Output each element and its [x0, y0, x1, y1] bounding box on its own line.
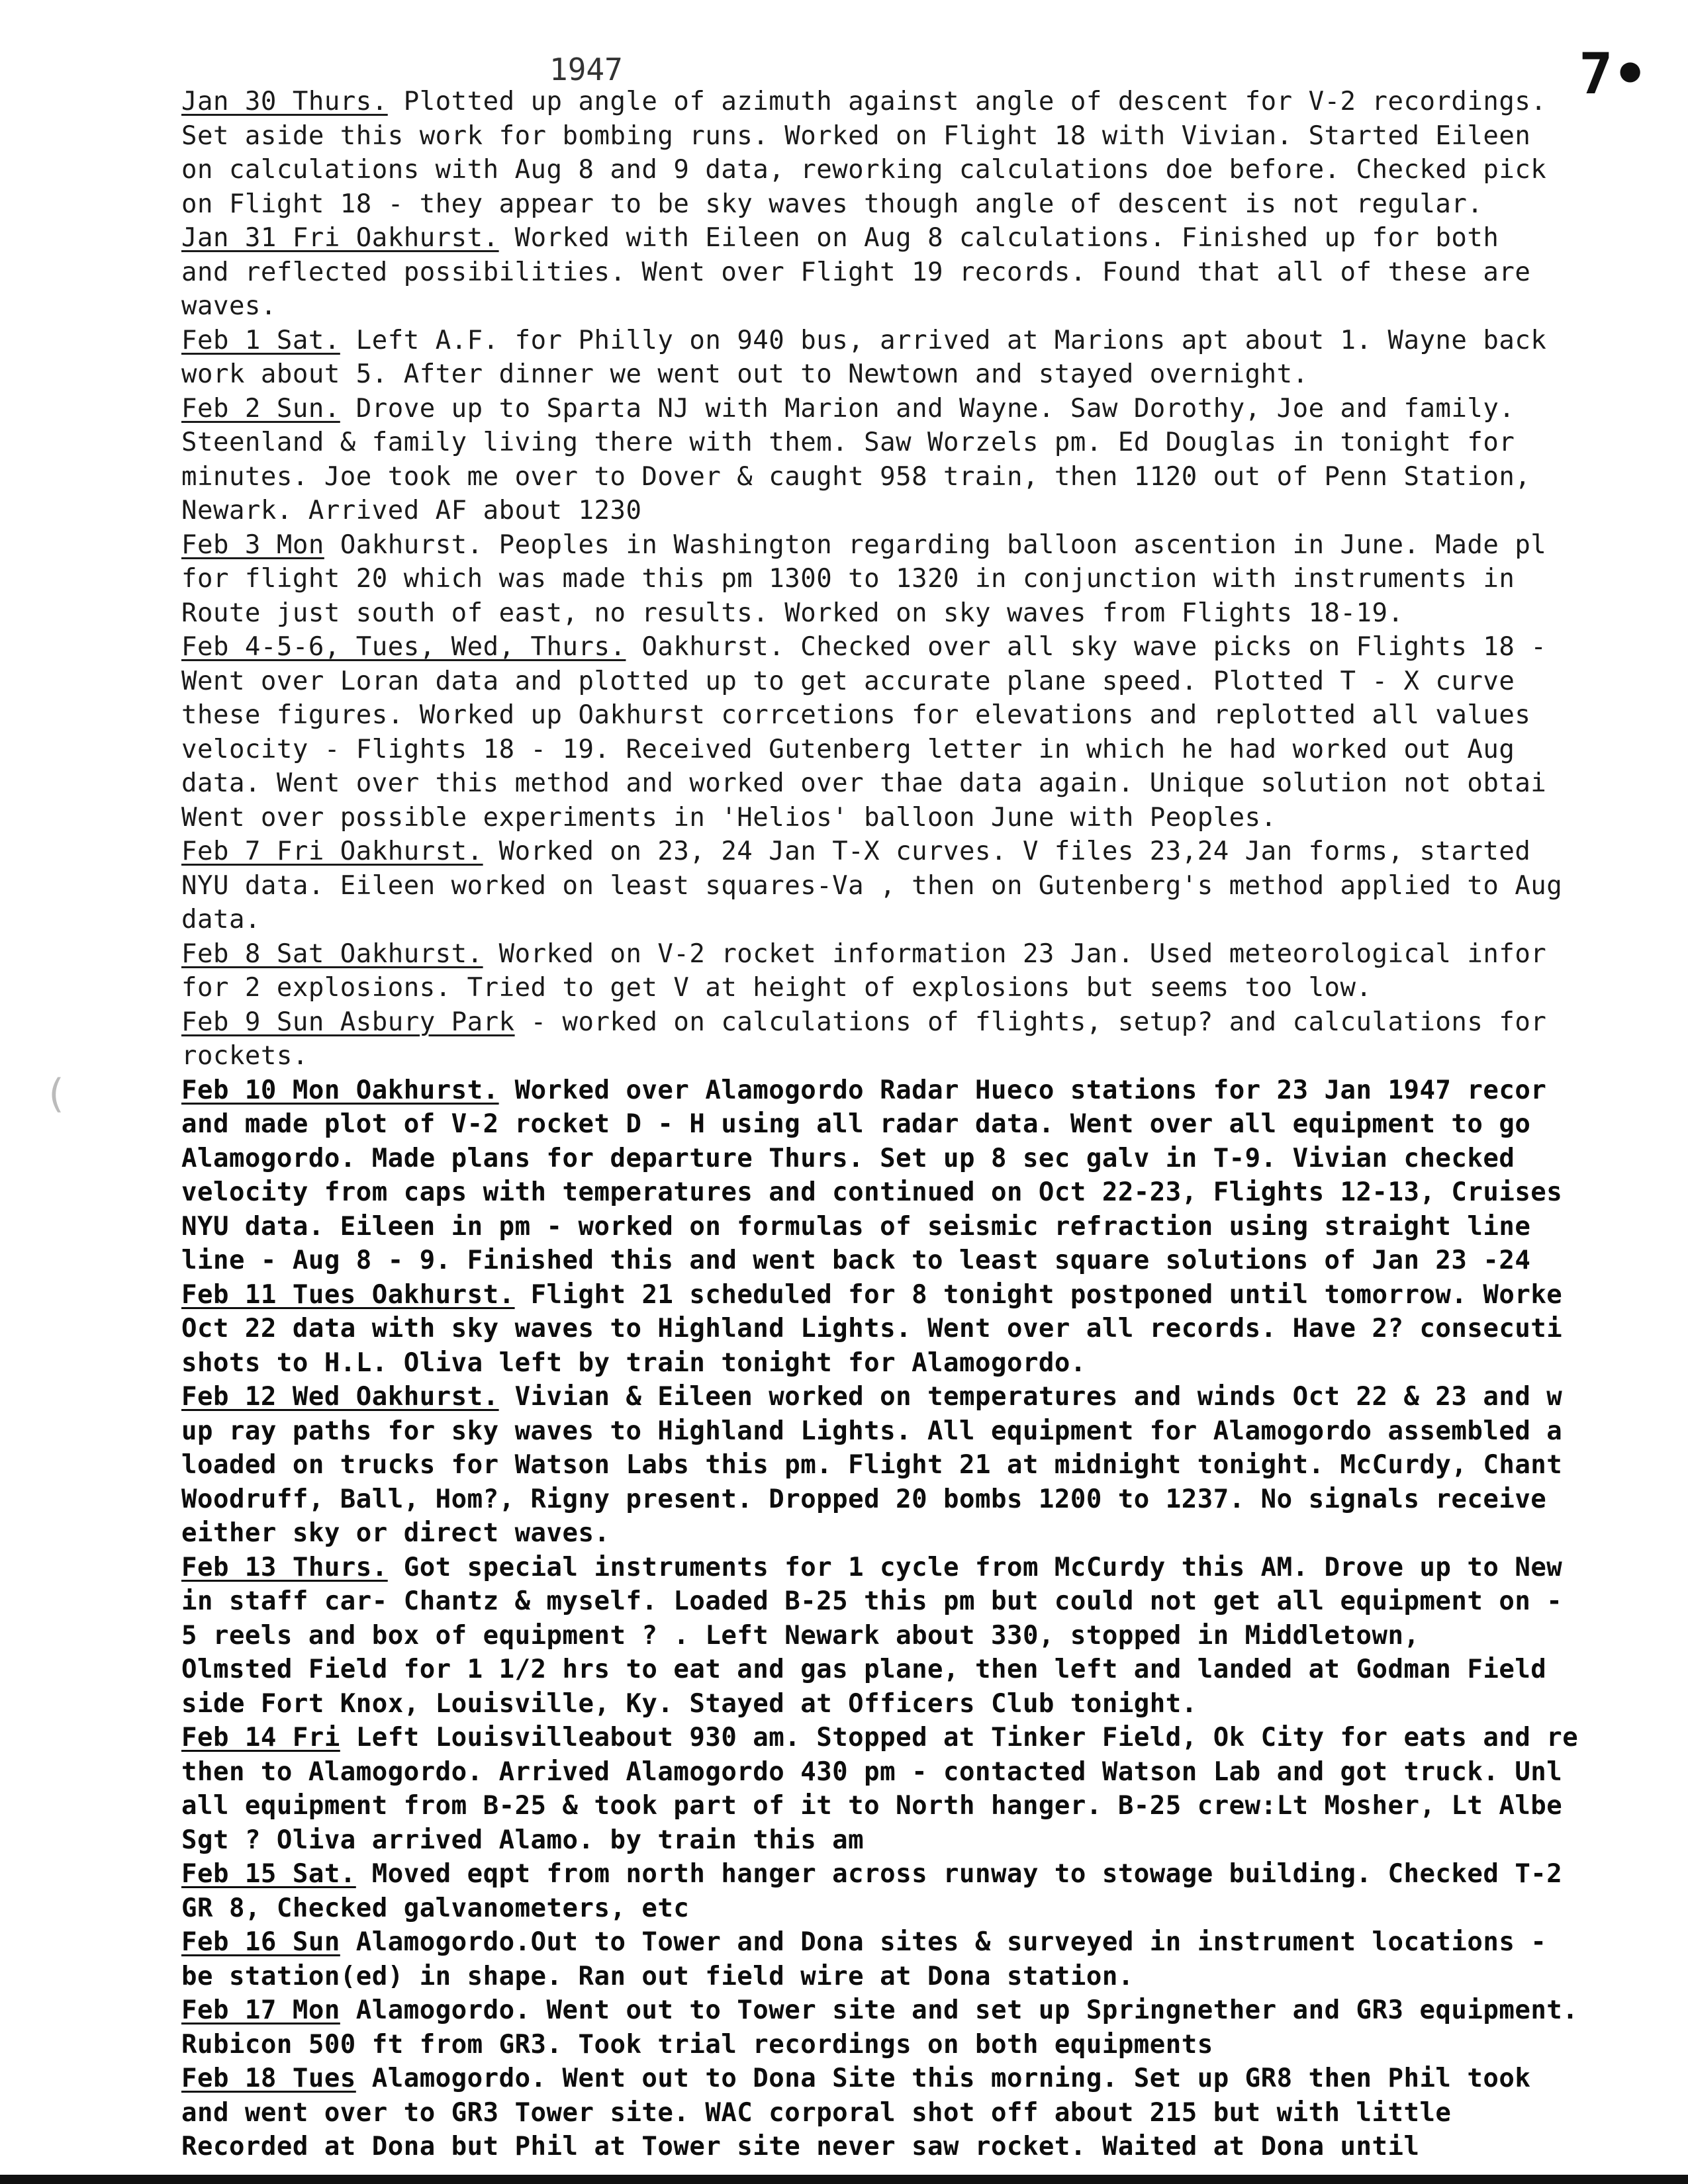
journal-entry [181, 835, 1658, 937]
journal-entry [181, 1551, 1658, 1721]
entry-text: Plotted up angle of azimuth against angle of descent for V-2 recordings. [403, 87, 1547, 116]
entry-text: Woodruff, Ball, Hom?, Rigny present. Dropped 20 bombs 1200 to 1237. No signals receive [181, 1484, 1547, 1514]
entry-text: then to Alamogordo. Arrived Alamogordo 430 pm - contacted Watson Lab and got truck. Unl [181, 1756, 1563, 1787]
entry-line [181, 1312, 1658, 1346]
entry-text: data. Went over this method and worked over thae data again. Unique solution not obtai [181, 768, 1547, 798]
journal-entry [181, 1073, 1658, 1278]
entry-line [181, 2028, 1658, 2062]
entry-line [181, 1687, 1658, 1721]
bottom-edge-rule [0, 2175, 1688, 2184]
entry-line [181, 1346, 1658, 1381]
entry-line [181, 460, 1658, 494]
entry-line [181, 2062, 1658, 2096]
entry-line [181, 1789, 1658, 1823]
entry-line [181, 1891, 1658, 1926]
entry-line [181, 1142, 1658, 1176]
entry-line [181, 562, 1658, 596]
entry-text: shots to H.L. Oliva left by train tonight for Alamogordo. [181, 1347, 1086, 1378]
entry-text: NYU data. Eileen worked on least squares-Va , then on Gutenberg's method applied to Aug [181, 870, 1563, 901]
entry-text: Newark. Arrived AF about 1230 [181, 496, 642, 525]
entry-text: Alamogordo. Went out to Tower site and set up Springnether and GR3 equipment. [355, 1995, 1579, 2025]
entry-line [181, 153, 1658, 187]
page-year: 1947 [549, 52, 623, 87]
entry-text: velocity from caps with temperatures and continued on Oct 22-23, Flights 12-13, Cruises [181, 1177, 1563, 1207]
entry-text: and made plot of V-2 rocket D - H using all radar data. Went over all equipment to go [181, 1109, 1531, 1139]
journal-entry [181, 392, 1658, 528]
entry-line [181, 630, 1658, 664]
entry-text: GR 8, Checked galvanometers, etc [181, 1893, 690, 1923]
margin-mark: ( [44, 1071, 68, 1117]
entry-text: Oakhurst. Peoples in Washington regarding balloon ascention in June. Made pl [340, 529, 1547, 560]
entry-text: these figures. Worked up Oakhurst corrcetions for elevations and replotted all values [181, 700, 1531, 730]
entry-text: data. [181, 905, 261, 934]
entry-text: line - Aug 8 - 9. Finished this and went back to least square solutions of Jan 23 -24 [181, 1246, 1531, 1275]
entry-date: Feb 8 Sat Oakhurst. [181, 938, 483, 969]
entry-line [181, 1005, 1658, 1040]
entry-line [181, 1516, 1658, 1551]
entry-line [181, 357, 1658, 392]
entry-line [181, 1653, 1658, 1687]
journal-entry [181, 937, 1658, 1005]
entry-date: Feb 13 Thurs. [181, 1552, 388, 1582]
entry-line [181, 1551, 1658, 1585]
entry-date: Feb 17 Mon [181, 1995, 340, 2025]
entry-text: Went over Loran data and plotted up to get accurate plane speed. Plotted T - X curve [181, 666, 1515, 696]
entry-line [181, 596, 1658, 631]
entry-line [181, 289, 1658, 324]
entry-line [181, 392, 1658, 426]
entry-text: Went over possible experiments in 'Helios' balloon June with Peoples. [181, 802, 1277, 833]
entry-line [181, 1175, 1658, 1210]
entry-text: Got special instruments for 1 cycle from McCurdy this AM. Drove up to New [403, 1552, 1563, 1582]
entry-text: either sky or direct waves. [181, 1518, 610, 1548]
entry-date: Feb 7 Fri Oakhurst. [181, 837, 483, 866]
entry-line [181, 1857, 1658, 1891]
entry-line [181, 1039, 1658, 1073]
entry-line [181, 766, 1658, 801]
entry-text: Flight 21 scheduled for 8 tonight postponed until tomorrow. Worke [530, 1279, 1563, 1310]
entry-text: minutes. Joe took me over to Dover & caught 958 train, then 1120 out of Penn Station, [181, 461, 1531, 492]
page-number: 7• [1579, 41, 1648, 107]
entry-date: Feb 3 Mon [181, 529, 324, 560]
entry-line [181, 869, 1658, 903]
entry-date: Feb 18 Tues [181, 2064, 356, 2093]
entry-text: Worked over Alamogordo Radar Hueco stations for 23 Jan 1947 recor [514, 1075, 1547, 1105]
entry-line [181, 221, 1658, 255]
entry-line [181, 1380, 1658, 1414]
entry-text: for flight 20 which was made this pm 1300 to 1320 in conjunction with instruments in [181, 564, 1515, 594]
entry-line [181, 733, 1658, 767]
entry-line [181, 119, 1658, 154]
entry-line [181, 528, 1658, 563]
entry-text: 5 reels and box of equipment ? . Left Newark about 330, stopped in Middletown, [181, 1620, 1420, 1651]
journal-entry [181, 630, 1658, 835]
entry-line [181, 494, 1658, 528]
entry-text: in staff car- Chantz & myself. Loaded B-25 this pm but could not get all equipment on - [181, 1586, 1563, 1616]
entry-text: Rubicon 500 ft from GR3. Took trial recordings on both equipments [181, 2029, 1213, 2060]
journal-entry [181, 1380, 1658, 1551]
entry-line [181, 2096, 1658, 2130]
entry-line [181, 1960, 1658, 1994]
journal-entry [181, 221, 1658, 324]
entry-line [181, 1448, 1658, 1482]
entry-line [181, 1755, 1658, 1790]
entry-text: Worked on 23, 24 Jan T-X curves. V files 23,24 Jan forms, started [498, 837, 1531, 866]
entry-line [181, 85, 1658, 119]
entry-line [181, 971, 1658, 1005]
entry-line [181, 801, 1658, 835]
entry-text: Oakhurst. Checked over all sky wave picks on Flights 18 - [641, 632, 1547, 662]
entry-text: Set aside this work for bombing runs. Worked on Flight 18 with Vivian. Started Eileen [181, 120, 1531, 151]
entry-text: on calculations with Aug 8 and 9 data, reworking calculations doe before. Checked pick [181, 155, 1547, 185]
entry-text: work about 5. After dinner we went out to Newtown and stayed overnight. [181, 359, 1309, 389]
entry-text: Oct 22 data with sky waves to Highland Lights. Went over all records. Have 2? consecuti [181, 1314, 1563, 1343]
journal-entry [181, 1857, 1658, 1925]
entry-line [181, 835, 1658, 869]
entry-text: for 2 explosions. Tried to get V at height of explosions but seems too low. [181, 973, 1372, 1003]
entry-text: loaded on trucks for Watson Labs this pm. Flight 21 at midnight tonight. McCurdy, Chant [181, 1450, 1563, 1480]
entry-line [181, 903, 1658, 937]
entry-text: Alamogordo. Made plans for departure Thurs. Set up 8 sec galv in T-9. Vivian checked [181, 1143, 1515, 1173]
entry-line [181, 1210, 1658, 1244]
entry-text: Olmsted Field for 1 1/2 hrs to eat and gas plane, then left and landed at Godman Field [181, 1655, 1547, 1684]
entry-date: Feb 16 Sun [181, 1927, 340, 1957]
entry-text: and went over to GR3 Tower site. WAC corporal shot off about 215 but with little [181, 2097, 1452, 2128]
entry-line [181, 1925, 1658, 1960]
entry-line [181, 1482, 1658, 1517]
entry-line [181, 664, 1658, 699]
entry-text: Moved eqpt from north hanger across runway to stowage building. Checked T-2 [371, 1859, 1563, 1889]
journal-entry [181, 1993, 1658, 2062]
entry-text: Worked with Eileen on Aug 8 calculations. Finished up for both [514, 223, 1499, 253]
entry-text: Alamogordo. Went out to Dona Site this morning. Set up GR8 then Phil took [371, 2064, 1531, 2093]
entry-text: all equipment from B-25 & took part of it to North hanger. B-25 crew:Lt Mosher, Lt Albe [181, 1791, 1563, 1821]
journal-entries [181, 85, 1658, 2164]
entry-text: Steenland & family living there with them. Saw Worzels pm. Ed Douglas in tonight for [181, 428, 1515, 457]
entry-line [181, 2130, 1658, 2164]
entry-line [181, 1823, 1658, 1858]
journal-entry [181, 85, 1658, 221]
journal-entry [181, 1278, 1658, 1381]
entry-line [181, 1073, 1658, 1108]
entry-text: on Flight 18 - they appear to be sky waves though angle of descent is not regular. [181, 189, 1483, 219]
entry-text: Left A.F. for Philly on 940 bus, arrived at Marions apt about 1. Wayne back [355, 325, 1547, 355]
entry-text: Left Louisvilleabout 930 am. Stopped at Tinker Field, Ok City for eats and re [355, 1723, 1579, 1752]
entry-text: Recorded at Dona but Phil at Tower site never saw rocket. Waited at Dona until [181, 2132, 1420, 2161]
entry-text: Sgt ? Oliva arrived Alamo. by train this am [181, 1825, 865, 1855]
entry-line [181, 1584, 1658, 1619]
entry-date: Feb 2 Sun. [181, 393, 340, 424]
entry-line [181, 255, 1658, 290]
entry-date: Feb 9 Sun Asbury Park [181, 1007, 515, 1037]
entry-text: Drove up to Sparta NJ with Marion and Wayne. Saw Dorothy, Joe and family. [355, 393, 1515, 424]
journal-entry [181, 1721, 1658, 1857]
entry-text: up ray paths for sky waves to Highland Lights. All equipment for Alamogordo assembled a [181, 1416, 1563, 1446]
journal-entry [181, 528, 1658, 631]
entry-line [181, 1619, 1658, 1653]
entry-date: Feb 14 Fri [181, 1723, 340, 1752]
entry-date: Feb 12 Wed Oakhurst. [181, 1382, 499, 1412]
entry-line [181, 1414, 1658, 1449]
entry-text: - worked on calculations of flights, setup? and calculations for [530, 1007, 1547, 1037]
entry-text: and reflected possibilities. Went over Flight 19 records. Found that all of these are [181, 257, 1531, 287]
journal-entry [181, 324, 1658, 392]
entry-date: Jan 30 Thurs. [181, 87, 388, 116]
entry-line [181, 1278, 1658, 1312]
entry-line [181, 187, 1658, 222]
entry-line [181, 1721, 1658, 1755]
entry-line [181, 1244, 1658, 1278]
entry-date: Feb 15 Sat. [181, 1859, 356, 1889]
entry-text: Alamogordo.Out to Tower and Dona sites & surveyed in instrument locations - [355, 1927, 1547, 1957]
entry-text: velocity - Flights 18 - 19. Received Gutenberg letter in which he had worked out Aug [181, 734, 1515, 764]
entry-text: Route just south of east, no results. Worked on sky waves from Flights 18-19. [181, 598, 1404, 628]
entry-text: Worked on V-2 rocket information 23 Jan. Used meteorological infor [498, 938, 1547, 969]
entry-text: be station(ed) in shape. Ran out field wire at Dona station. [181, 1961, 1134, 1991]
entry-text: NYU data. Eileen in pm - worked on formulas of seismic refraction using straight line [181, 1211, 1531, 1242]
journal-entry [181, 1925, 1658, 1993]
entry-text: Vivian & Eileen worked on temperatures and winds Oct 22 & 23 and w [514, 1382, 1563, 1412]
entry-line [181, 324, 1658, 358]
entry-date: Feb 1 Sat. [181, 325, 340, 355]
entry-line [181, 1993, 1658, 2028]
journal-entry [181, 1005, 1658, 1073]
entry-line [181, 937, 1658, 972]
entry-text: rockets. [181, 1041, 308, 1071]
entry-date: Feb 4-5-6, Tues, Wed, Thurs. [181, 632, 626, 662]
entry-line [181, 426, 1658, 460]
journal-entry [181, 2062, 1658, 2164]
entry-date: Feb 10 Mon Oakhurst. [181, 1075, 499, 1105]
entry-line [181, 1107, 1658, 1142]
entry-text: side Fort Knox, Louisville, Ky. Stayed at Officers Club tonight. [181, 1688, 1197, 1719]
entry-text: waves. [181, 291, 277, 321]
entry-date: Jan 31 Fri Oakhurst. [181, 223, 499, 253]
entry-date: Feb 11 Tues Oakhurst. [181, 1279, 515, 1310]
entry-line [181, 698, 1658, 733]
